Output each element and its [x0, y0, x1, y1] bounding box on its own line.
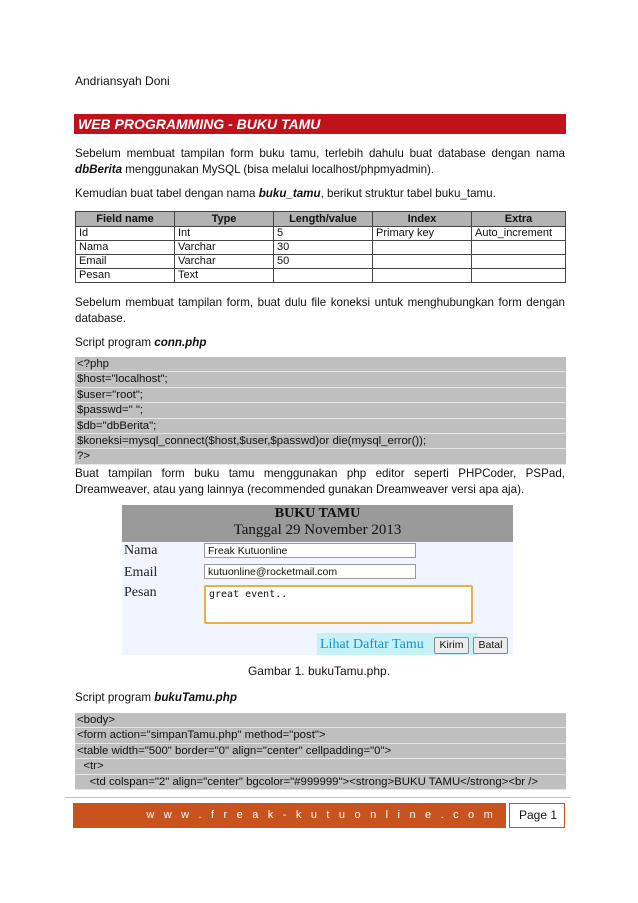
document-title: WEB PROGRAMMING - BUKU TAMU: [78, 116, 321, 132]
col-header: Extra: [472, 212, 566, 227]
col-header: Index: [373, 212, 472, 227]
code-line: <td colspan="2" align="center" bgcolor="#999999"><strong>BUKU TAMU</strong><br />: [75, 775, 566, 790]
batal-button[interactable]: Batal: [473, 637, 508, 654]
code-line: $passwd=" ";: [75, 403, 566, 418]
conn-script-label: Script program conn.php: [75, 336, 207, 349]
page-number: Page 1: [509, 803, 565, 828]
bukutamu-script-label: Script program bukuTamu.php: [75, 691, 237, 704]
bukutamu-code-block: [75, 713, 566, 790]
conn-code-block: [75, 357, 566, 465]
figure-date: Tanggal 29 November 2013: [233, 522, 402, 538]
title-bar: [74, 114, 566, 134]
intro-paragraph-2: Kemudian buat tabel dengan nama buku_tamu, berikut struktur tabel buku_tamu.: [75, 187, 496, 200]
email-field[interactable]: kutuonline@rocketmail.com: [204, 564, 416, 579]
label-nama: Nama: [124, 543, 158, 558]
code-line: <body>: [75, 713, 566, 728]
table-row: Email Varchar 50: [76, 255, 566, 269]
code-line: $koneksi=mysql_connect($host,$user,$passwd)or die(mysql_error());: [75, 434, 566, 449]
label-pesan: Pesan: [124, 585, 157, 600]
table-name: buku_tamu: [258, 187, 321, 200]
db-name: dbBerita: [75, 162, 123, 176]
figure-header: [122, 505, 513, 542]
conn-paragraph: Sebelum membuat tampilan form, buat dulu file koneksi untuk menghubungkan form dengan database.: [75, 296, 565, 325]
table-row: Id Int 5 Primary key Auto_increment: [76, 227, 566, 241]
label-email: Email: [124, 565, 158, 580]
code-line: <tr>: [75, 759, 566, 774]
table-structure: [75, 211, 566, 283]
figure-heading: BUKU TAMU: [274, 506, 361, 521]
col-header: Length/value: [274, 212, 373, 227]
footer-divider: [65, 797, 570, 798]
nama-field[interactable]: Freak Kutuonline: [204, 543, 416, 558]
code-line: ?>: [75, 449, 566, 464]
figure-guestbook-form: [122, 505, 513, 655]
intro-paragraph-1: Sebelum membuat tampilan form buku tamu, terlebih dahulu buat database dengan nama dbBerita menggunakan MySQL (bisa melalui localhost/phpmyadmin).: [75, 147, 565, 176]
table-header-row: [76, 212, 566, 227]
author-name: Andriansyah Doni: [75, 74, 170, 88]
daftar-tamu-link[interactable]: Lihat Daftar Tamu: [320, 637, 424, 652]
table-row: Pesan Text: [76, 269, 566, 283]
footer-bar: [73, 803, 506, 828]
code-line: <form action="simpanTamu.php" method="post">: [75, 728, 566, 743]
code-line: <?php: [75, 357, 566, 372]
col-header: Type: [175, 212, 274, 227]
kirim-button[interactable]: Kirim: [434, 637, 469, 654]
footer-site: w w w . f r e a k - k u t u o n l i n e . c o m: [146, 809, 496, 821]
code-line: <table width="500" border="0" align="center" cellpadding="0">: [75, 744, 566, 759]
pesan-textarea[interactable]: great event..: [204, 585, 473, 624]
code-line: $host="localhost";: [75, 372, 566, 387]
code-line: $user="root";: [75, 388, 566, 403]
code-line: $db="dbBerita";: [75, 419, 566, 434]
table-row: Nama Varchar 30: [76, 241, 566, 255]
col-header: Field name: [76, 212, 175, 227]
figure-caption: Gambar 1. bukuTamu.php.: [247, 664, 391, 678]
form-paragraph: Buat tampilan form buku tamu menggunakan php editor seperti PHPCoder, PSPad, Dreamweaver, atau yang lainnya (recommended gunakan Dreamweaver versi apa aja).: [75, 467, 565, 496]
